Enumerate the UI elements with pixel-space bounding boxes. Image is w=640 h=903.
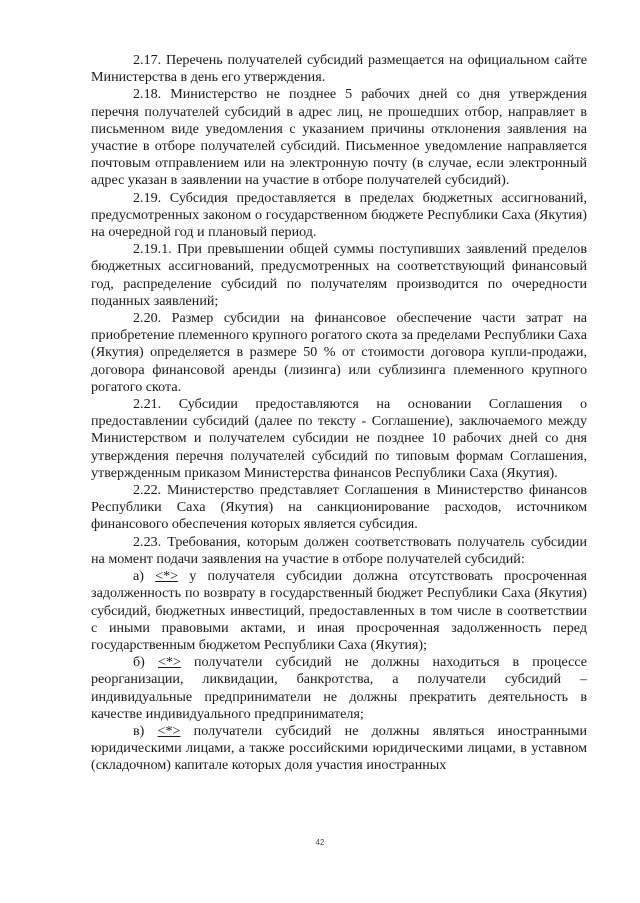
footnote-reference: <*> bbox=[155, 568, 179, 585]
list-item-prefix: в) bbox=[133, 722, 158, 739]
list-item-b bbox=[91, 654, 587, 723]
list-item-a bbox=[91, 568, 587, 654]
page-number: 42 bbox=[315, 838, 325, 847]
paragraph-2-21: 2.21. Субсидии предоставляются на основании Соглашения о предоставлении субсидий (далее по тексту - Соглашение), заключаемого между Министерством и получателем субсидии не позднее 10 рабочих дней со дня утверждения перечня получателей субсидий по типовым формам Соглашения, утвержденным приказом Министерства финансов Республики Саха (Якутия). bbox=[91, 396, 587, 481]
paragraph-2-19: 2.19. Субсидия предоставляется в пределах бюджетных ассигнований, предусмотренных законом о государственном бюджете Республики Саха (Якутия) на очередной год и плановый период. bbox=[91, 189, 587, 241]
list-item-prefix: б) bbox=[133, 654, 158, 671]
list-item-text: получатели субсидий не должны являться иностранными юридическими лицами, а также российскими юридическими лицами, в уставном (складочном) капитале которых доля участия иностранных bbox=[91, 722, 588, 774]
paragraph-2-22: 2.22. Министерство представляет Соглашения в Министерство финансов Республики Саха (Якутия) на санкционирование расходов, источником финансового обеспечения которых является субсидия. bbox=[91, 482, 587, 533]
footnote-reference: <*> bbox=[157, 722, 181, 739]
list-item-text: получатели субсидий не должны находиться в процессе реорганизации, ликвидации, банкротства, а получатели субсидий – индивидуальные предприниматели не должны прекратить деятельность в качестве индивидуального предпринимателя; bbox=[91, 654, 588, 722]
footnote-reference: <*> bbox=[157, 654, 181, 671]
list-item-text: у получателя субсидии должна отсутствовать просроченная задолженность по возврату в государственный бюджет Республики Саха (Якутия) субсидий, бюджетных инвестиций, предоставленных в том числе в соответствии с иными правовыми актами, и иная просроченная задолженность перед государственным бюджетом Республики Саха (Якутия); bbox=[91, 568, 587, 653]
paragraph-2-23: 2.23. Требования, которым должен соответствовать получатель субсидии на момент подачи заявления на участие в отборе получателей субсидий: bbox=[91, 533, 587, 567]
list-item-prefix: а) bbox=[133, 568, 156, 585]
list-item-v bbox=[91, 723, 587, 775]
paragraph-2-17: 2.17. Перечень получателей субсидий размещается на официальном сайте Министерства в день его утверждения. bbox=[91, 52, 587, 86]
paragraph-2-18: 2.18. Министерство не позднее 5 рабочих дней со дня утверждения перечня получателей субсидий в адрес лиц, не прошедших отбор, направляет в письменном виде уведомления с указанием причины отклонения заявления на участие в отборе получателей субсидий. Письменное уведомление направляется почтовым отправлением или на электронную почту (в случае, если электронный адрес указан в заявлении на участие в отборе получателей субсидий). bbox=[91, 86, 587, 189]
paragraph-2-19-1: 2.19.1. При превышении общей суммы поступивших заявлений пределов бюджетных ассигнований, предусмотренных на соответствующий финансовый год, распределение субсидий по получателям производится по очередности поданных заявлений; bbox=[91, 241, 587, 309]
paragraph-2-20: 2.20. Размер субсидии на финансовое обеспечение части затрат на приобретение племенного крупного рогатого скота за пределами Республики Саха (Якутия) определяется в размере 50 % от стоимости договора купли-продажи, договора финансовой аренды (лизинга) или сублизинга племенного крупного рогатого скота. bbox=[91, 310, 587, 395]
